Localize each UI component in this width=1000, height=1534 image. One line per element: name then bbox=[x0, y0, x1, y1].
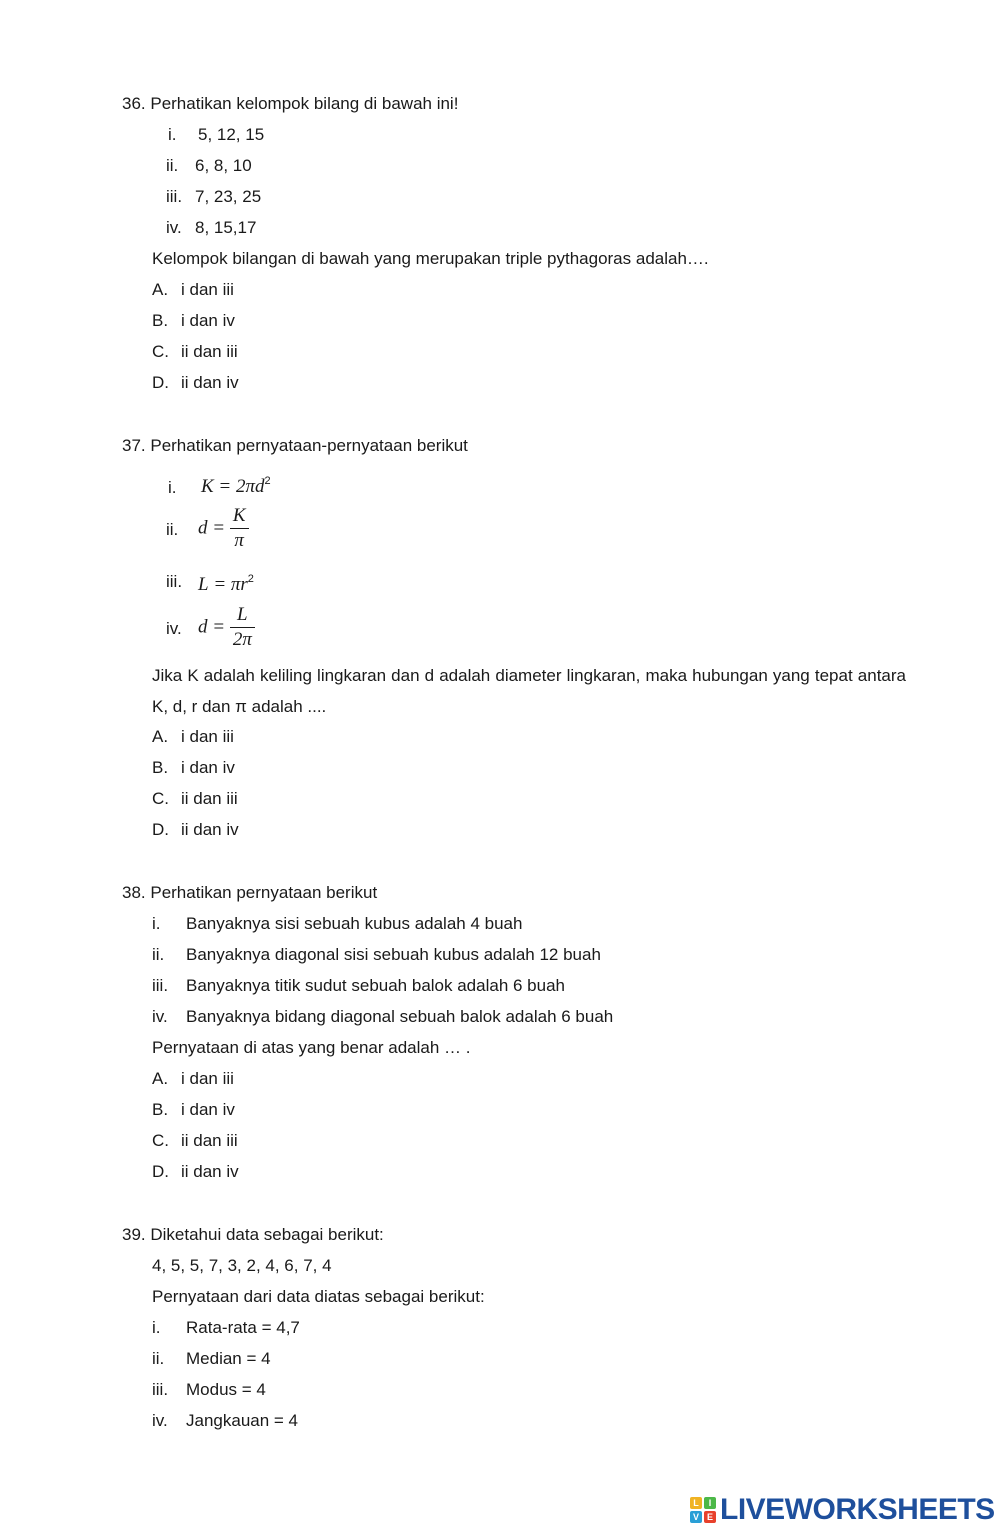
q39-item-num: iv. bbox=[152, 1411, 168, 1430]
q38-title: 38. Perhatikan pernyataan berikut bbox=[122, 883, 378, 902]
q38-item-text: Banyaknya diagonal sisi sebuah kubus adalah 12 buah bbox=[186, 945, 601, 964]
formula-exponent: 2 bbox=[264, 475, 271, 487]
q36-title: 36. Perhatikan kelompok bilang di bawah ini! bbox=[122, 94, 459, 113]
formula-symbol: K bbox=[201, 476, 214, 497]
formula-exponent: 2 bbox=[247, 573, 254, 585]
liveworksheets-logo[interactable] bbox=[690, 1492, 995, 1528]
fraction-denominator: 2π bbox=[232, 629, 252, 650]
q37-item-num: iii. bbox=[166, 572, 183, 591]
q36-question: Kelompok bilangan di bawah yang merupakan triple pythagoras adalah…. bbox=[152, 249, 709, 268]
q39-item-text: Jangkauan = 4 bbox=[186, 1411, 299, 1430]
logo-block: E bbox=[704, 1511, 716, 1523]
q38-item-num: ii. bbox=[152, 945, 165, 964]
q39-item-text: Median = 4 bbox=[186, 1349, 271, 1368]
q36-option-letter: B. bbox=[152, 311, 169, 330]
formula-fraction bbox=[230, 506, 249, 551]
q38-item-text: Banyaknya titik sudut sebuah balok adalah 6 buah bbox=[186, 976, 565, 995]
q39-intro: Pernyataan dari data diatas sebagai berikut: bbox=[152, 1287, 485, 1306]
q37-question: Jika K adalah keliling lingkaran dan d adalah diameter lingkaran, maka hubungan yang tepat antara K, d, r dan π adalah .... bbox=[152, 666, 906, 716]
q36-item-num: ii. bbox=[166, 156, 179, 175]
q36-item-text: 7, 23, 25 bbox=[195, 187, 262, 206]
q39-title: 39. Diketahui data sebagai berikut: bbox=[122, 1225, 384, 1244]
formula-lhs: d = bbox=[198, 616, 226, 638]
q37-option-letter: A. bbox=[152, 727, 169, 746]
formula-fraction bbox=[230, 605, 255, 650]
q37-option-d[interactable]: ii dan iv bbox=[181, 820, 239, 839]
logo-block: L bbox=[690, 1497, 702, 1509]
logo-blocks-icon bbox=[690, 1497, 716, 1523]
q39-item-num: i. bbox=[152, 1318, 161, 1337]
q38-option-letter: A. bbox=[152, 1069, 169, 1088]
q38-option-a[interactable]: i dan iii bbox=[181, 1069, 234, 1088]
logo-block: I bbox=[704, 1497, 716, 1509]
q37-option-c[interactable]: ii dan iii bbox=[181, 789, 238, 808]
formula-symbol: L bbox=[198, 574, 209, 595]
q36-option-letter: A. bbox=[152, 280, 169, 299]
q38-item-text: Banyaknya sisi sebuah kubus adalah 4 buah bbox=[186, 914, 523, 933]
q36-option-letter: D. bbox=[152, 373, 169, 392]
q37-option-letter: B. bbox=[152, 758, 169, 777]
q36-item-text: 5, 12, 15 bbox=[198, 125, 265, 144]
q37-item-num: ii. bbox=[166, 520, 179, 539]
logo-block: V bbox=[690, 1511, 702, 1523]
q37-item-num: iv. bbox=[166, 619, 182, 638]
q38-item-num: iv. bbox=[152, 1007, 168, 1026]
q36-option-letter: C. bbox=[152, 342, 169, 361]
q38-option-letter: C. bbox=[152, 1131, 169, 1150]
q36-item-num: i. bbox=[168, 125, 177, 144]
q39-item-text: Modus = 4 bbox=[186, 1380, 266, 1399]
q37-option-b[interactable]: i dan iv bbox=[181, 758, 235, 777]
logo-text: LIVEWORKSHEETS bbox=[720, 1493, 995, 1526]
q36-item-text: 8, 15,17 bbox=[195, 218, 257, 237]
q38-question: Pernyataan di atas yang benar adalah … . bbox=[152, 1038, 471, 1057]
q37-formula-2 bbox=[198, 506, 249, 551]
fraction-denominator: π bbox=[234, 530, 244, 551]
q38-item-num: i. bbox=[152, 914, 161, 933]
q36-item-text: 6, 8, 10 bbox=[195, 156, 252, 175]
q39-item-text: Rata-rata = 4,7 bbox=[186, 1318, 300, 1337]
q37-item-num: i. bbox=[168, 478, 177, 497]
q38-option-letter: B. bbox=[152, 1100, 169, 1119]
q37-formula-3 bbox=[198, 569, 254, 595]
formula-lhs: d = bbox=[198, 517, 226, 539]
q37-formula-4 bbox=[198, 605, 255, 650]
q37-option-letter: C. bbox=[152, 789, 169, 808]
q37-formula-1 bbox=[201, 471, 271, 497]
q38-option-letter: D. bbox=[152, 1162, 169, 1181]
q36-option-b[interactable]: i dan iv bbox=[181, 311, 235, 330]
formula-expression: = 2πd bbox=[218, 476, 265, 497]
q38-item-num: iii. bbox=[152, 976, 169, 995]
fraction-numerator: K bbox=[230, 506, 249, 529]
q39-item-num: iii. bbox=[152, 1380, 169, 1399]
q38-option-d[interactable]: ii dan iv bbox=[181, 1162, 239, 1181]
q38-option-c[interactable]: ii dan iii bbox=[181, 1131, 238, 1150]
q36-option-c[interactable]: ii dan iii bbox=[181, 342, 238, 361]
q36-item-num: iii. bbox=[166, 187, 183, 206]
q38-item-text: Banyaknya bidang diagonal sebuah balok adalah 6 buah bbox=[186, 1007, 614, 1026]
q37-option-a[interactable]: i dan iii bbox=[181, 727, 234, 746]
q38-option-b[interactable]: i dan iv bbox=[181, 1100, 235, 1119]
fraction-numerator: L bbox=[230, 605, 255, 628]
q37-option-letter: D. bbox=[152, 820, 169, 839]
q36-item-num: iv. bbox=[166, 218, 182, 237]
q36-option-a[interactable]: i dan iii bbox=[181, 280, 234, 299]
q37-title: 37. Perhatikan pernyataan-pernyataan berikut bbox=[122, 436, 468, 455]
q39-data-line: 4, 5, 5, 7, 3, 2, 4, 6, 7, 4 bbox=[152, 1256, 332, 1275]
q39-item-num: ii. bbox=[152, 1349, 165, 1368]
formula-expression: = πr bbox=[213, 574, 248, 595]
q36-option-d[interactable]: ii dan iv bbox=[181, 373, 239, 392]
